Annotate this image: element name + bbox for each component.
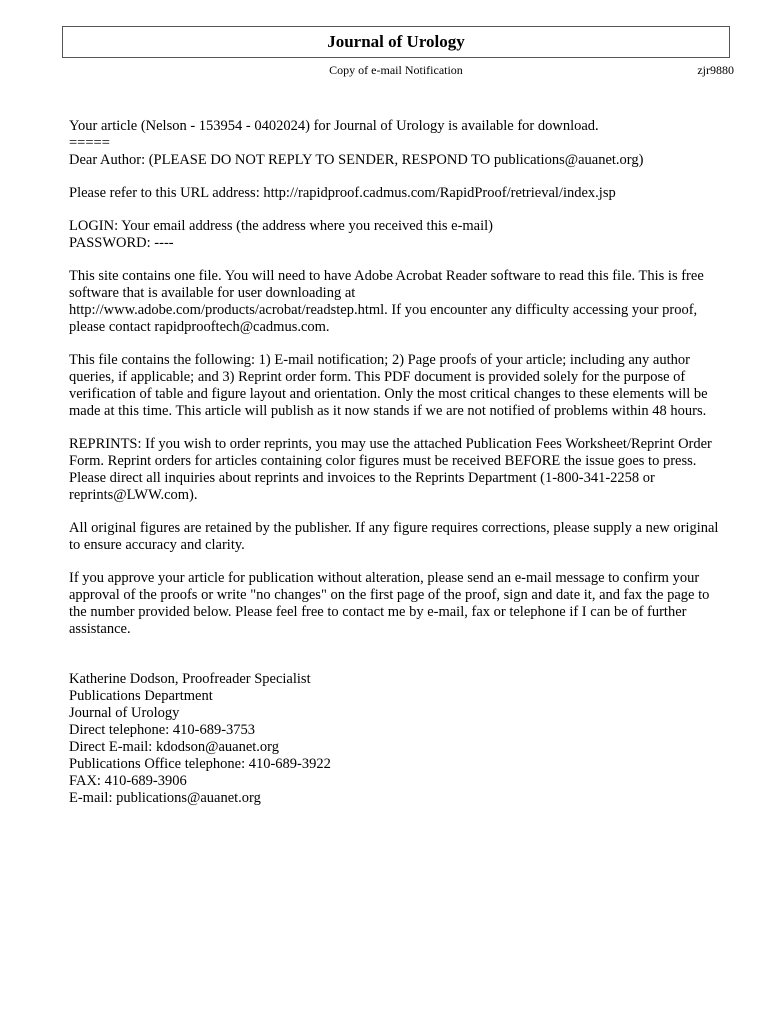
signature-direct-email: Direct E-mail: kdodson@auanet.org: [69, 739, 279, 755]
signature-direct-phone: Direct telephone: 410-689-3753: [69, 722, 256, 738]
reprints-paragraph: REPRINTS: If you wish to order reprints, you may use the attached Publication Fees Worksheet/Reprint Order Form. Reprint orders for articles containing color figures must be received BEFORE the issue goes to press. Please direct all inquiries about reprints and invoices to the Reprints Department (1-800-341-2258 or reprints@LWW.com).: [69, 436, 712, 503]
page-subtitle: Copy of e-mail Notification: [329, 63, 463, 77]
signature-block: [69, 671, 729, 807]
page-title: Journal of Urology: [327, 32, 465, 51]
separator-line: =====: [69, 135, 110, 151]
contents-paragraph: This file contains the following: 1) E-mail notification; 2) Page proofs of your article; including any author queries, if applicable; and 3) Reprint order form. This PDF document is provided solely for the purpose of verification of table and figure layout and orientation. Only the most critical changes to these elements will be made at this time. This article will publish as it now stands if we are not notified of problems within 48 hours.: [69, 352, 708, 419]
document-code: zjr9880: [697, 63, 734, 77]
site-line-2: http://www.adobe.com/products/acrobat/readstep.html. If you encounter any difficulty accessing your proof, please contact rapidprooftech@cadmus.com.: [69, 302, 698, 335]
url-paragraph: Please refer to this URL address: http://rapidproof.cadmus.com/RapidProof/retrieval/index.jsp: [69, 185, 616, 201]
signature-fax: FAX: 410-689-3906: [69, 773, 187, 789]
title-box: [62, 26, 730, 58]
approve-paragraph: If you approve your article for publication without alteration, please send an e-mail message to confirm your approval of the proofs or write "no changes" on the first page of the proof, sign and date it, and fax the page to the number provided below. Please feel free to contact me by e-mail, fax or telephone if I can be of further assistance.: [69, 570, 710, 637]
signature-email: E-mail: publications@auanet.org: [69, 790, 261, 806]
email-body: [69, 118, 729, 807]
signature-department: Publications Department: [69, 688, 213, 704]
site-line-1: This site contains one file. You will need to have Adobe Acrobat Reader software to read this file. This is free software that is available for user downloading at: [69, 268, 704, 301]
login-paragraph: [69, 218, 729, 252]
dear-author-line: Dear Author: (PLEASE DO NOT REPLY TO SENDER, RESPOND TO publications@auanet.org): [69, 152, 644, 168]
signature-office-phone: Publications Office telephone: 410-689-3922: [69, 756, 331, 772]
signature-name: Katherine Dodson, Proofreader Specialist: [69, 671, 311, 687]
site-paragraph: [69, 268, 729, 336]
signature-journal: Journal of Urology: [69, 705, 180, 721]
intro-paragraph: [69, 118, 729, 169]
intro-line: Your article (Nelson - 153954 - 0402024) for Journal of Urology is available for download.: [69, 118, 599, 134]
login-line: LOGIN: Your email address (the address where you received this e-mail): [69, 218, 493, 234]
figures-paragraph: All original figures are retained by the publisher. If any figure requires corrections, please supply a new original to ensure accuracy and clarity.: [69, 520, 719, 553]
password-line: PASSWORD: ----: [69, 235, 174, 251]
